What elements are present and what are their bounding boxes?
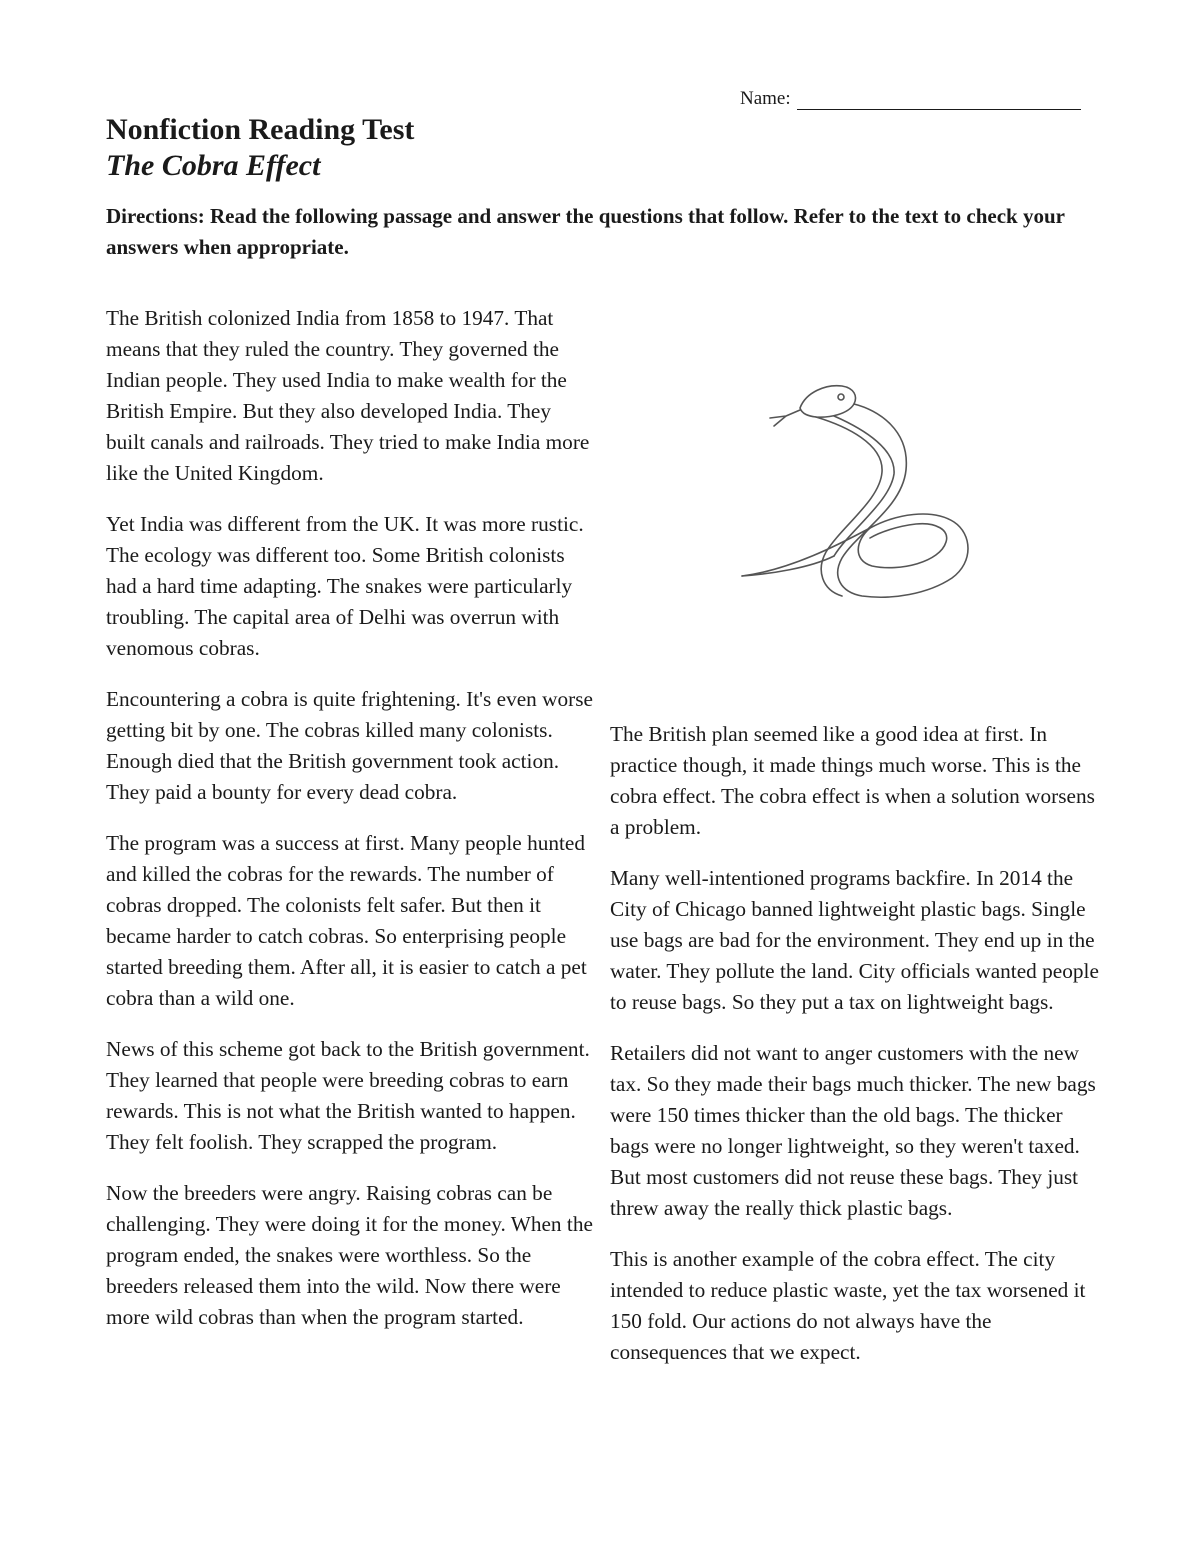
paragraph: Encountering a cobra is quite frightening. It's even worse getting bit by one. The cobras killed many colonists. Enough died that the British government took action. They paid a bounty for every dead cobra. xyxy=(106,687,594,804)
directions xyxy=(106,201,1096,263)
paragraph: Retailers did not want to anger customers with the new tax. So they made their bags much thicker. The new bags were 150 times thicker than the old bags. The thicker bags were no longer lightweight, so they weren't taxed. But most customers did not reuse these bags. They just threw away the really thick plastic bags. xyxy=(610,1041,1096,1220)
cobra-snake-icon xyxy=(730,370,980,620)
passage-title: The Cobra Effect xyxy=(106,149,321,182)
directions-text: Read the following passage and answer the questions that follow. Refer to the text to check your answers when appropriate. xyxy=(106,204,1065,259)
name-field[interactable] xyxy=(740,88,1081,110)
paragraph: News of this scheme got back to the British government. They learned that people were breeding cobras to earn rewards. This is not what the British wanted to happen. They felt foolish. They scrapped the program. xyxy=(106,1037,590,1154)
name-label: Name: xyxy=(740,88,791,109)
page-title: Nonfiction Reading Test xyxy=(106,113,415,146)
paragraph: The program was a success at first. Many people hunted and killed the cobras for the rewards. The number of cobras dropped. The colonists felt safer. But then it became harder to catch cobras. So enterprising people started breeding them. After all, it is easier to catch a pet cobra than a wild one. xyxy=(106,831,587,1010)
paragraph: Many well-intentioned programs backfire. In 2014 the City of Chicago banned lightweight plastic bags. Single use bags are bad for the environment. They end up in the water. They pollute the land. City officials wanted people to reuse bags. So they put a tax on lightweight bags. xyxy=(610,866,1099,1014)
paragraph: Yet India was different from the UK. It was more rustic. The ecology was different too. Some British colonists had a hard time adapting. The snakes were particularly troubling. The capital area of Delhi was overrun with venomous cobras. xyxy=(106,512,584,660)
name-blank-line[interactable] xyxy=(797,91,1081,110)
passage-right-column xyxy=(610,719,1100,1388)
paragraph: The British plan seemed like a good idea at first. In practice though, it made things much worse. This is the cobra effect. The cobra effect is when a solution worsens a problem. xyxy=(610,722,1095,839)
directions-label: Directions: xyxy=(106,204,205,228)
paragraph: Now the breeders were angry. Raising cobras can be challenging. They were doing it for the money. When the program ended, the snakes were worthless. So the breeders released them into the wild. Now there were more wild cobras than when the program started. xyxy=(106,1181,593,1329)
passage-left-column xyxy=(106,303,594,1353)
paragraph: The British colonized India from 1858 to 1947. That means that they ruled the country. They governed the Indian people. They used India to make wealth for the British Empire. But they also developed India. They built canals and railroads. They tried to make India more like the United Kingdom. xyxy=(106,306,590,485)
paragraph: This is another example of the cobra effect. The city intended to reduce plastic waste, yet the tax worsened it 150 fold. Our actions do not always have the consequences that we expect. xyxy=(610,1247,1086,1364)
